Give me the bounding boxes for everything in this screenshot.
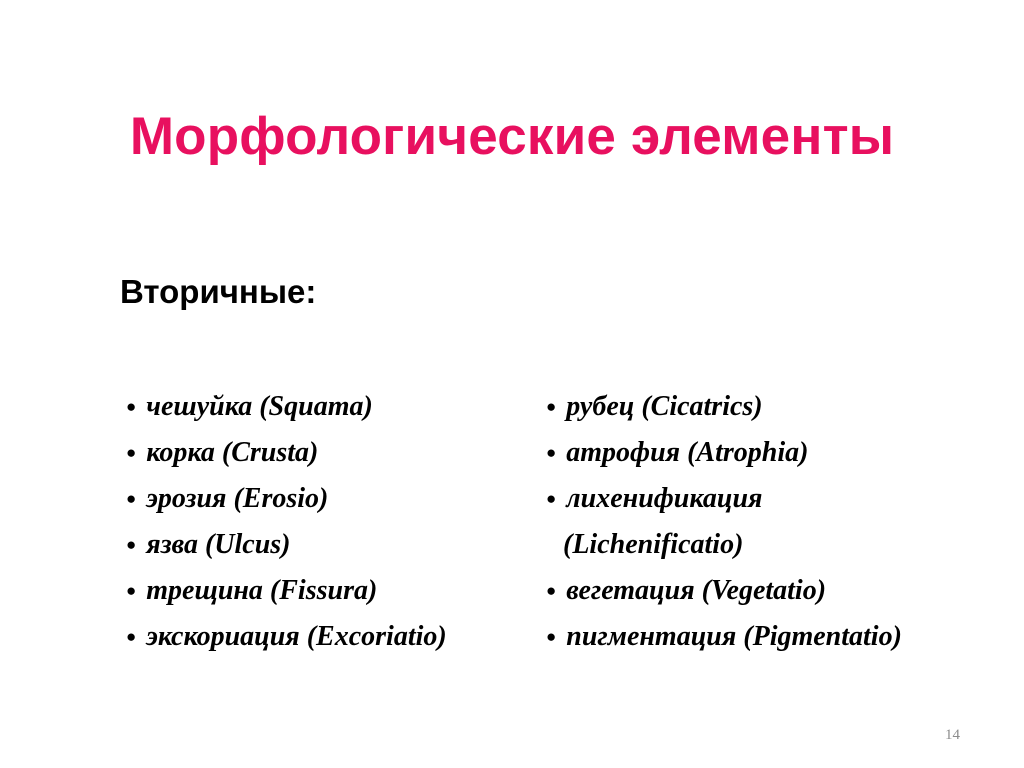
bullet-icon: ● <box>546 581 557 600</box>
term-label: лихенификация <box>566 483 763 514</box>
term-label: пигментация (Pigmentatio) <box>566 621 902 652</box>
term-label: (Lichenificatio) <box>563 529 744 560</box>
list-item <box>126 384 447 430</box>
list-item <box>126 568 447 614</box>
list-item-continuation <box>546 522 902 568</box>
bullet-icon: ● <box>546 489 557 508</box>
term-label: атрофия (Atrophia) <box>566 437 809 468</box>
list-item <box>546 476 902 522</box>
right-term-list <box>546 384 902 660</box>
bullet-icon: ● <box>126 489 137 508</box>
bullet-icon: ● <box>126 443 137 462</box>
term-label: вегетация (Vegetatio) <box>566 575 827 606</box>
bullet-icon: ● <box>546 443 557 462</box>
term-label: корка (Crusta) <box>146 437 319 468</box>
list-item <box>126 430 447 476</box>
list-item <box>546 568 902 614</box>
list-item <box>546 614 902 660</box>
term-label: рубец (Cicatrics) <box>566 391 763 422</box>
term-label: трещина (Fissura) <box>146 575 378 606</box>
slide-subtitle: Вторичные: <box>120 273 317 310</box>
bullet-icon: ● <box>126 397 137 416</box>
term-label: экскориация (Excoriatio) <box>146 621 447 652</box>
list-item <box>126 614 447 660</box>
list-item <box>126 476 447 522</box>
bullet-icon: ● <box>126 581 137 600</box>
list-item <box>546 384 902 430</box>
list-item <box>126 522 447 568</box>
term-label: чешуйка (Squama) <box>146 391 373 422</box>
bullet-icon: ● <box>126 535 137 554</box>
bullet-icon: ● <box>546 397 557 416</box>
term-label: язва (Ulcus) <box>146 529 291 560</box>
left-term-list <box>126 384 447 660</box>
slide-title: Морфологические элементы <box>129 107 895 166</box>
bullet-icon: ● <box>126 627 137 646</box>
term-label: эрозия (Erosio) <box>146 483 329 514</box>
list-item <box>546 430 902 476</box>
page-number: 14 <box>945 727 960 743</box>
bullet-icon: ● <box>546 627 557 646</box>
